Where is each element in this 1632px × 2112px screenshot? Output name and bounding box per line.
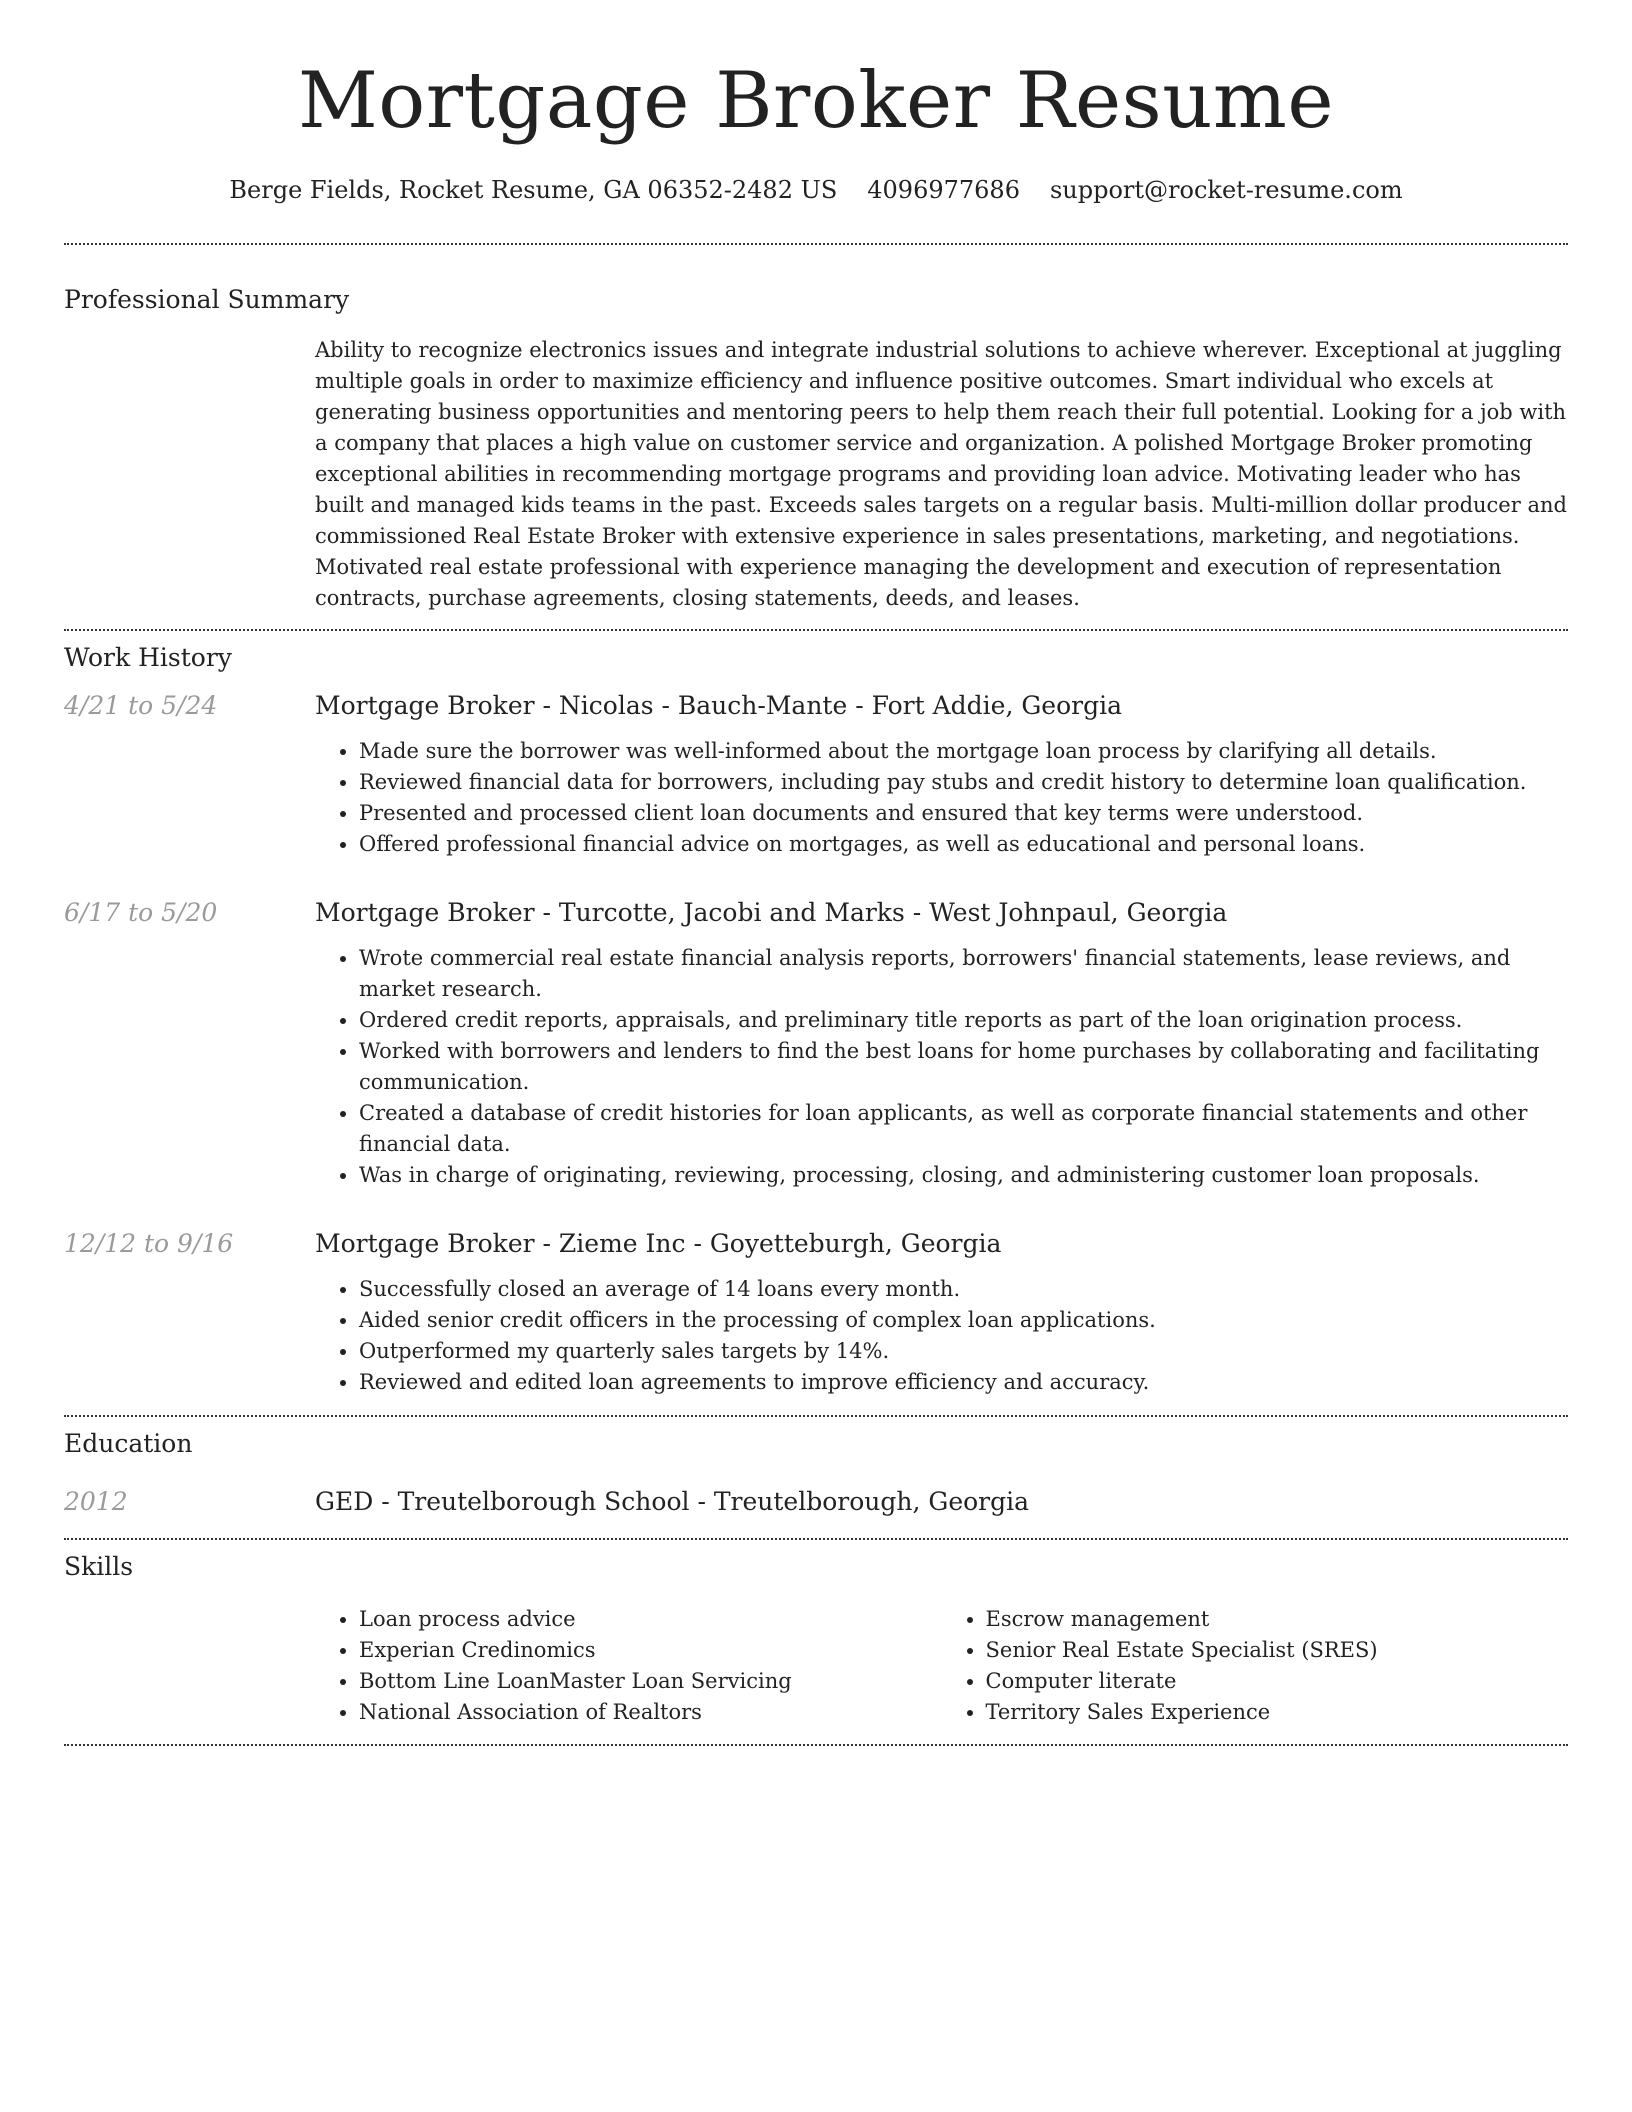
skill-item: • Escrow management (986, 1604, 1569, 1635)
resume-title: Mortgage Broker Resume (297, 56, 1335, 146)
skill-item: • Computer literate (986, 1666, 1569, 1697)
job-bullet: • Made sure the borrower was well-informed about the mortgage loan process by clarifying all details. (359, 736, 1568, 767)
job-entry (64, 689, 1568, 860)
contact-line (64, 173, 1568, 207)
job-dates: 4/21 to 5/24 (64, 691, 218, 720)
job-bullet: • Worked with borrowers and lenders to find the best loans for home purchases by collaborating and facilitating communication. (359, 1036, 1568, 1098)
job-bullets (315, 736, 1568, 860)
skill-item: • Territory Sales Experience (986, 1697, 1569, 1728)
job-title: Mortgage Broker - Zieme Inc - Goyetteburgh, Georgia (315, 1229, 1002, 1258)
skill-item: • Bottom Line LoanMaster Loan Servicing (359, 1666, 942, 1697)
summary-text: Ability to recognize electronics issues and integrate industrial solutions to achieve wherever. Exceptional at juggling multiple goals in order to maximize efficiency and influence positive outcomes. Smart individual who excels at generating business opportunities and mentoring peers to help them reach their full potential. Looking for a job with a company that places a high value on customer service and organization. A polished Mortgage Broker promoting exceptional abilities in recommending mortgage programs and providing loan advice. Motivating leader who has built and managed kids teams in the past. Exceeds sales targets on a regular basis. Multi-million dollar producer and commissioned Real Estate Broker with extensive experience in sales presentations, marketing, and negotiations. Motivated real estate professional with experience managing the development and execution of representation contracts, purchase agreements, closing statements, deeds, and leases. (315, 338, 1567, 610)
job-entry (64, 896, 1568, 1191)
divider (64, 1538, 1568, 1540)
skill-item: • National Association of Realtors (359, 1697, 942, 1728)
divider (64, 1744, 1568, 1746)
skill-item: • Senior Real Estate Specialist (SRES) (986, 1635, 1569, 1666)
divider (64, 629, 1568, 631)
skills-section-title: Skills (64, 1552, 134, 1581)
education-title: GED - Treutelborough School - Treutelborough, Georgia (315, 1487, 1030, 1516)
skills-list-right (942, 1604, 1569, 1728)
job-bullets (315, 943, 1568, 1191)
job-bullet: • Wrote commercial real estate financial analysis reports, borrowers' financial statements, lease reviews, and market research. (359, 943, 1568, 1005)
job-bullet: • Successfully closed an average of 14 loans every month. (359, 1274, 1568, 1305)
job-entry (64, 1227, 1568, 1398)
job-bullet: • Presented and processed client loan documents and ensured that key terms were understood. (359, 798, 1568, 829)
contact-address: Berge Fields, Rocket Resume, GA 06352-2482 US (229, 176, 838, 204)
work-section-title: Work History (64, 643, 232, 672)
job-title: Mortgage Broker - Turcotte, Jacobi and Marks - West Johnpaul, Georgia (315, 898, 1228, 927)
job-bullet: • Offered professional financial advice on mortgages, as well as educational and personal loans. (359, 829, 1568, 860)
job-bullet: • Created a database of credit histories for loan applicants, as well as corporate financial statements and other financial data. (359, 1098, 1568, 1160)
summary-section-title: Professional Summary (64, 285, 350, 314)
job-bullet: • Outperformed my quarterly sales targets by 14%. (359, 1336, 1568, 1367)
job-title: Mortgage Broker - Nicolas - Bauch-Mante - Fort Addie, Georgia (315, 691, 1123, 720)
job-bullet: • Aided senior credit officers in the processing of complex loan applications. (359, 1305, 1568, 1336)
divider (64, 243, 1568, 245)
skill-item: • Loan process advice (359, 1604, 942, 1635)
contact-phone: 4096977686 (867, 176, 1020, 204)
skill-item: • Experian Credinomics (359, 1635, 942, 1666)
contact-email: support@rocket-resume.com (1049, 176, 1403, 204)
skills-list-left (315, 1604, 942, 1728)
job-bullet: • Was in charge of originating, reviewing, processing, closing, and administering customer loan proposals. (359, 1160, 1568, 1191)
job-dates: 6/17 to 5/20 (64, 898, 218, 927)
job-bullet: • Ordered credit reports, appraisals, and preliminary title reports as part of the loan origination process. (359, 1005, 1568, 1036)
education-section-title: Education (64, 1429, 193, 1458)
education-entry (64, 1485, 1568, 1519)
education-year: 2012 (64, 1487, 128, 1516)
job-bullet: • Reviewed financial data for borrowers, including pay stubs and credit history to determine loan qualification. (359, 767, 1568, 798)
job-bullet: • Reviewed and edited loan agreements to improve efficiency and accuracy. (359, 1367, 1568, 1398)
job-dates: 12/12 to 9/16 (64, 1229, 234, 1258)
resume-page (64, 0, 1568, 1746)
divider (64, 1415, 1568, 1417)
job-bullets (315, 1274, 1568, 1398)
